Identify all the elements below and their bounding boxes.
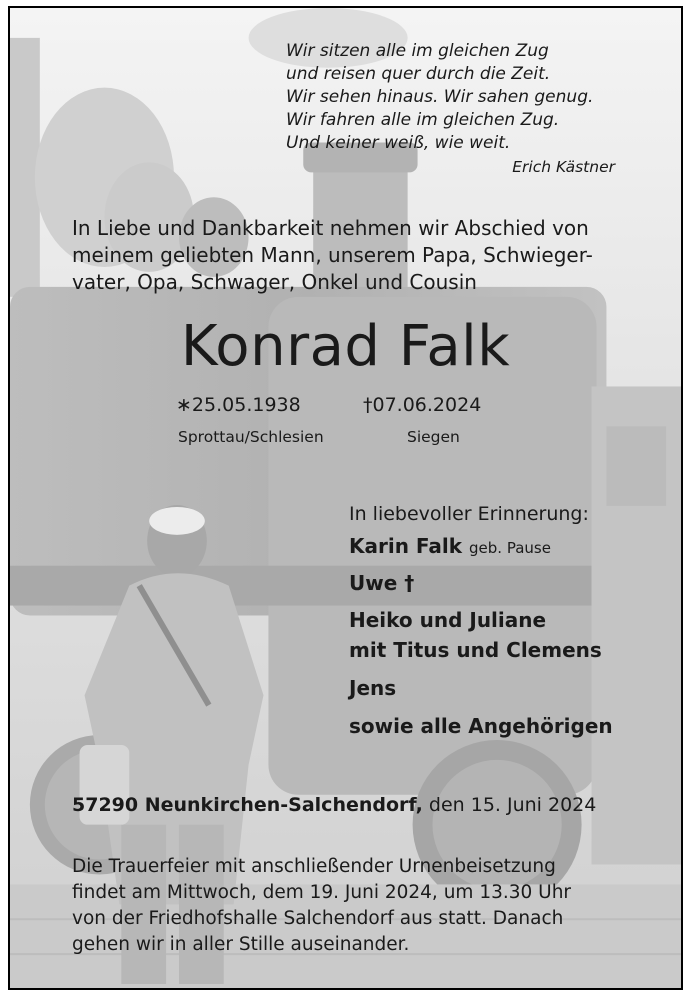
background-photo-locomotive bbox=[10, 8, 681, 988]
memory-heading: In liebevoller Erinnerung: bbox=[349, 503, 589, 525]
intro-line: vater, Opa, Schwager, Onkel und Cousin bbox=[72, 270, 477, 294]
family-heiko: Heiko und Juliane bbox=[349, 608, 547, 632]
funeral-line: findet am Mittwoch, dem 19. Juni 2024, um 13.30 Uhr bbox=[72, 882, 572, 903]
obituary-notice bbox=[8, 6, 683, 990]
family-karin-name: Karin Falk bbox=[349, 534, 463, 558]
intro-line: In Liebe und Dankbarkeit nehmen wir Abschied von bbox=[72, 216, 589, 240]
funeral-line: Die Trauerfeier mit anschließender Urnenbeisetzung bbox=[72, 856, 556, 877]
poem-line: Wir sitzen alle im gleichen Zug bbox=[286, 41, 549, 61]
intro-line: meinem geliebten Mann, unserem Papa, Schwieger- bbox=[72, 243, 593, 267]
intro-text bbox=[72, 215, 593, 296]
family-jens: Jens bbox=[349, 676, 397, 700]
death-place: Siegen bbox=[407, 428, 460, 446]
poem-line: Wir fahren alle im gleichen Zug. bbox=[286, 110, 560, 130]
family-uwe: Uwe † bbox=[349, 571, 415, 595]
funeral-line: gehen wir in aller Stille auseinander. bbox=[72, 934, 410, 955]
funeral-info bbox=[72, 854, 571, 958]
birth-place: Sprottau/Schlesien bbox=[178, 428, 324, 446]
family-karin-note: geb. Pause bbox=[469, 539, 551, 557]
birth-date-value: 25.05.1938 bbox=[191, 394, 301, 416]
poem bbox=[286, 40, 593, 155]
poem-line: Und keiner weiß, wie weit. bbox=[286, 133, 511, 153]
deceased-name: Konrad Falk bbox=[180, 314, 511, 379]
poem-line: und reisen quer durch die Zeit. bbox=[286, 64, 551, 84]
location-date bbox=[72, 794, 596, 816]
birth-date bbox=[176, 394, 301, 416]
death-symbol: † bbox=[363, 394, 373, 416]
poem-line: Wir sehen hinaus. Wir sahen genug. bbox=[286, 87, 594, 107]
family-heiko-children: mit Titus und Clemens bbox=[349, 638, 602, 662]
funeral-line: von der Friedhofshalle Salchendorf aus statt. Danach bbox=[72, 908, 564, 929]
death-date bbox=[363, 394, 481, 416]
death-date-value: 07.06.2024 bbox=[372, 394, 482, 416]
birth-symbol: ∗ bbox=[176, 394, 192, 416]
family-karin bbox=[349, 534, 551, 558]
poem-author: Erich Kästner bbox=[512, 158, 615, 176]
location-date-value: den 15. Juni 2024 bbox=[428, 794, 597, 816]
family-others: sowie alle Angehörigen bbox=[349, 714, 613, 738]
location-place: 57290 Neunkirchen-Salchendorf, bbox=[72, 794, 423, 816]
